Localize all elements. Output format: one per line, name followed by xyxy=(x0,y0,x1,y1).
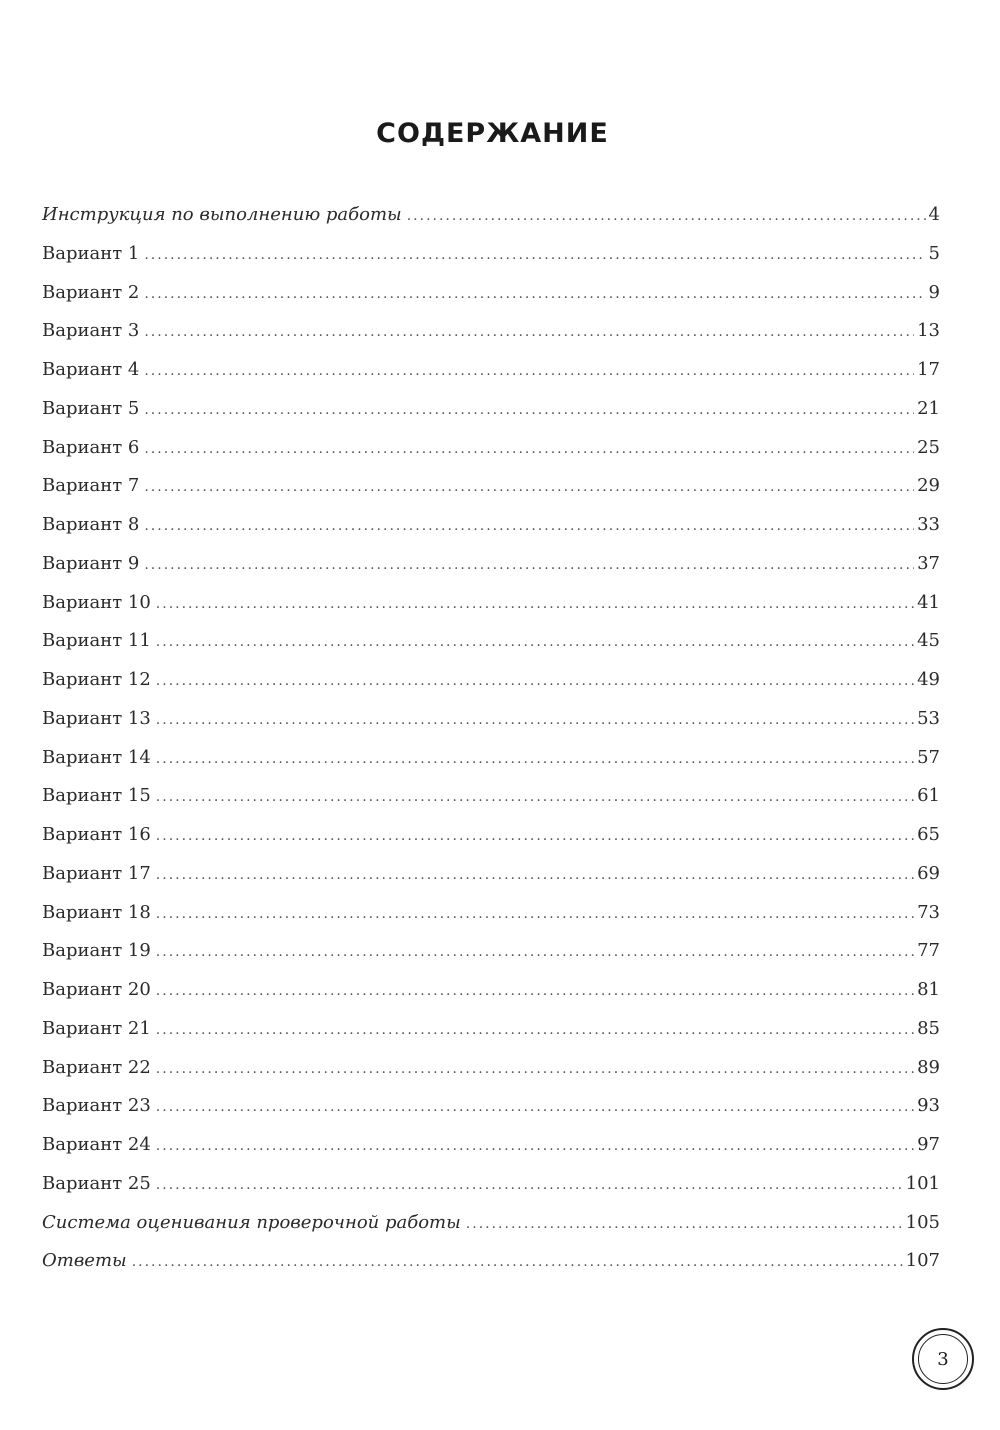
toc-entry-label: Вариант 18 xyxy=(42,901,151,923)
toc-entry-label: Вариант 3 xyxy=(42,320,140,342)
page-number-badge xyxy=(912,1328,974,1390)
toc-entry-page: 65 xyxy=(917,824,940,845)
toc-entry-label: Вариант 16 xyxy=(42,824,151,845)
dot-leader xyxy=(132,1254,903,1270)
toc-entry[interactable] xyxy=(42,243,940,282)
toc-entry[interactable] xyxy=(42,863,940,902)
toc-entry-page: 77 xyxy=(917,940,940,962)
toc-entry[interactable] xyxy=(42,475,940,514)
toc-entry-label: Вариант 25 xyxy=(42,1172,151,1194)
toc-entry[interactable] xyxy=(42,1173,940,1212)
toc-entry-page: 29 xyxy=(917,475,940,497)
toc-entry[interactable] xyxy=(42,747,940,786)
toc-entry-page: 17 xyxy=(917,359,940,380)
dot-leader xyxy=(156,1177,903,1193)
toc-entry-page: 107 xyxy=(905,1250,940,1272)
toc-entry-label: Вариант 4 xyxy=(42,359,140,380)
toc-entry-label: Вариант 14 xyxy=(42,746,151,768)
toc-entry-page: 13 xyxy=(917,320,940,342)
toc-entry-page: 97 xyxy=(917,1134,940,1155)
toc-entry-page: 85 xyxy=(917,1017,940,1039)
toc-entry-label: Вариант 10 xyxy=(42,591,151,613)
toc-entry[interactable] xyxy=(42,1134,940,1173)
toc-entry-page: 49 xyxy=(917,669,940,690)
dot-leader xyxy=(156,1099,914,1115)
dot-leader xyxy=(466,1216,903,1232)
toc-entry[interactable] xyxy=(42,398,940,437)
toc-entry[interactable] xyxy=(42,1250,940,1289)
toc-entry-label: Вариант 21 xyxy=(42,1017,151,1039)
toc-entry[interactable] xyxy=(42,553,940,592)
dot-leader xyxy=(407,208,926,224)
dot-leader xyxy=(144,441,914,457)
toc-entry-page: 9 xyxy=(928,281,940,303)
table-of-contents xyxy=(42,204,940,1289)
toc-entry[interactable] xyxy=(42,979,940,1018)
toc-entry-label: Вариант 7 xyxy=(42,475,140,497)
toc-entry[interactable] xyxy=(42,824,940,863)
toc-entry-label: Вариант 20 xyxy=(42,979,151,1000)
toc-entry-page: 37 xyxy=(917,552,940,574)
toc-entry-page: 69 xyxy=(917,862,940,884)
toc-entry-label: Вариант 5 xyxy=(42,397,140,419)
dot-leader xyxy=(144,557,914,573)
toc-entry[interactable] xyxy=(42,940,940,979)
toc-entry-page: 81 xyxy=(917,979,940,1000)
toc-entry-label: Вариант 24 xyxy=(42,1134,151,1155)
toc-entry-label: Вариант 2 xyxy=(42,281,140,303)
toc-entry-page: 4 xyxy=(928,204,940,225)
toc-entry-page: 93 xyxy=(917,1095,940,1117)
toc-entry[interactable] xyxy=(42,1057,940,1096)
toc-entry-label: Вариант 15 xyxy=(42,785,151,807)
dot-leader xyxy=(144,363,914,379)
dot-leader xyxy=(156,789,914,805)
dot-leader xyxy=(156,867,914,883)
toc-entry[interactable] xyxy=(42,669,940,708)
dot-leader xyxy=(156,712,914,728)
toc-entry-label: Вариант 1 xyxy=(42,242,140,264)
dot-leader xyxy=(156,1061,914,1077)
toc-entry-page: 21 xyxy=(917,397,940,419)
toc-entry-page: 89 xyxy=(917,1056,940,1078)
dot-leader xyxy=(156,634,914,650)
toc-entry[interactable] xyxy=(42,359,940,398)
toc-entry[interactable] xyxy=(42,514,940,553)
toc-entry[interactable] xyxy=(42,282,940,321)
toc-entry-page: 101 xyxy=(905,1172,940,1194)
toc-entry[interactable] xyxy=(42,708,940,747)
toc-entry[interactable] xyxy=(42,320,940,359)
toc-entry[interactable] xyxy=(42,630,940,669)
page-title: СОДЕРЖАНИЕ xyxy=(376,118,609,150)
dot-leader xyxy=(144,402,914,418)
toc-entry-label: Инструкция по выполнению работы xyxy=(42,204,402,225)
toc-entry[interactable] xyxy=(42,1212,940,1251)
dot-leader xyxy=(156,906,914,922)
dot-leader xyxy=(156,944,914,960)
dot-leader xyxy=(144,479,914,495)
toc-entry-label: Вариант 23 xyxy=(42,1095,151,1117)
toc-entry-page: 45 xyxy=(917,630,940,652)
toc-entry-label: Система оценивания проверочной работы xyxy=(42,1211,461,1233)
toc-entry-page: 25 xyxy=(917,436,940,458)
toc-entry-label: Вариант 17 xyxy=(42,862,151,884)
toc-entry-page: 5 xyxy=(928,242,940,264)
toc-entry-label: Ответы xyxy=(42,1250,127,1272)
toc-entry-page: 61 xyxy=(917,785,940,807)
dot-leader xyxy=(156,828,914,844)
toc-entry-label: Вариант 22 xyxy=(42,1056,151,1078)
toc-entry-page: 33 xyxy=(917,514,940,535)
toc-entry-page: 105 xyxy=(905,1211,940,1233)
dot-leader xyxy=(144,324,914,340)
toc-entry[interactable] xyxy=(42,902,940,941)
toc-entry[interactable] xyxy=(42,204,940,243)
toc-entry-label: Вариант 19 xyxy=(42,940,151,962)
toc-entry[interactable] xyxy=(42,1095,940,1134)
toc-entry[interactable] xyxy=(42,592,940,631)
toc-entry-page: 73 xyxy=(917,901,940,923)
toc-entry-label: Вариант 11 xyxy=(42,630,151,652)
toc-entry-page: 53 xyxy=(917,707,940,729)
toc-entry[interactable] xyxy=(42,437,940,476)
page-number: 3 xyxy=(918,1334,968,1384)
toc-entry[interactable] xyxy=(42,1018,940,1057)
toc-entry-label: Вариант 12 xyxy=(42,669,151,690)
toc-entry-page: 57 xyxy=(917,746,940,768)
toc-entry-label: Вариант 6 xyxy=(42,436,140,458)
dot-leader xyxy=(144,247,925,263)
toc-entry-label: Вариант 13 xyxy=(42,707,151,729)
dot-leader xyxy=(156,596,914,612)
toc-entry[interactable] xyxy=(42,785,940,824)
dot-leader xyxy=(156,751,914,767)
dot-leader xyxy=(156,1138,914,1154)
dot-leader xyxy=(156,673,914,689)
toc-entry-label: Вариант 9 xyxy=(42,552,140,574)
dot-leader xyxy=(144,518,914,534)
toc-entry-page: 41 xyxy=(917,591,940,613)
toc-entry-label: Вариант 8 xyxy=(42,514,140,535)
dot-leader xyxy=(156,1022,914,1038)
dot-leader xyxy=(156,983,914,999)
dot-leader xyxy=(144,286,925,302)
